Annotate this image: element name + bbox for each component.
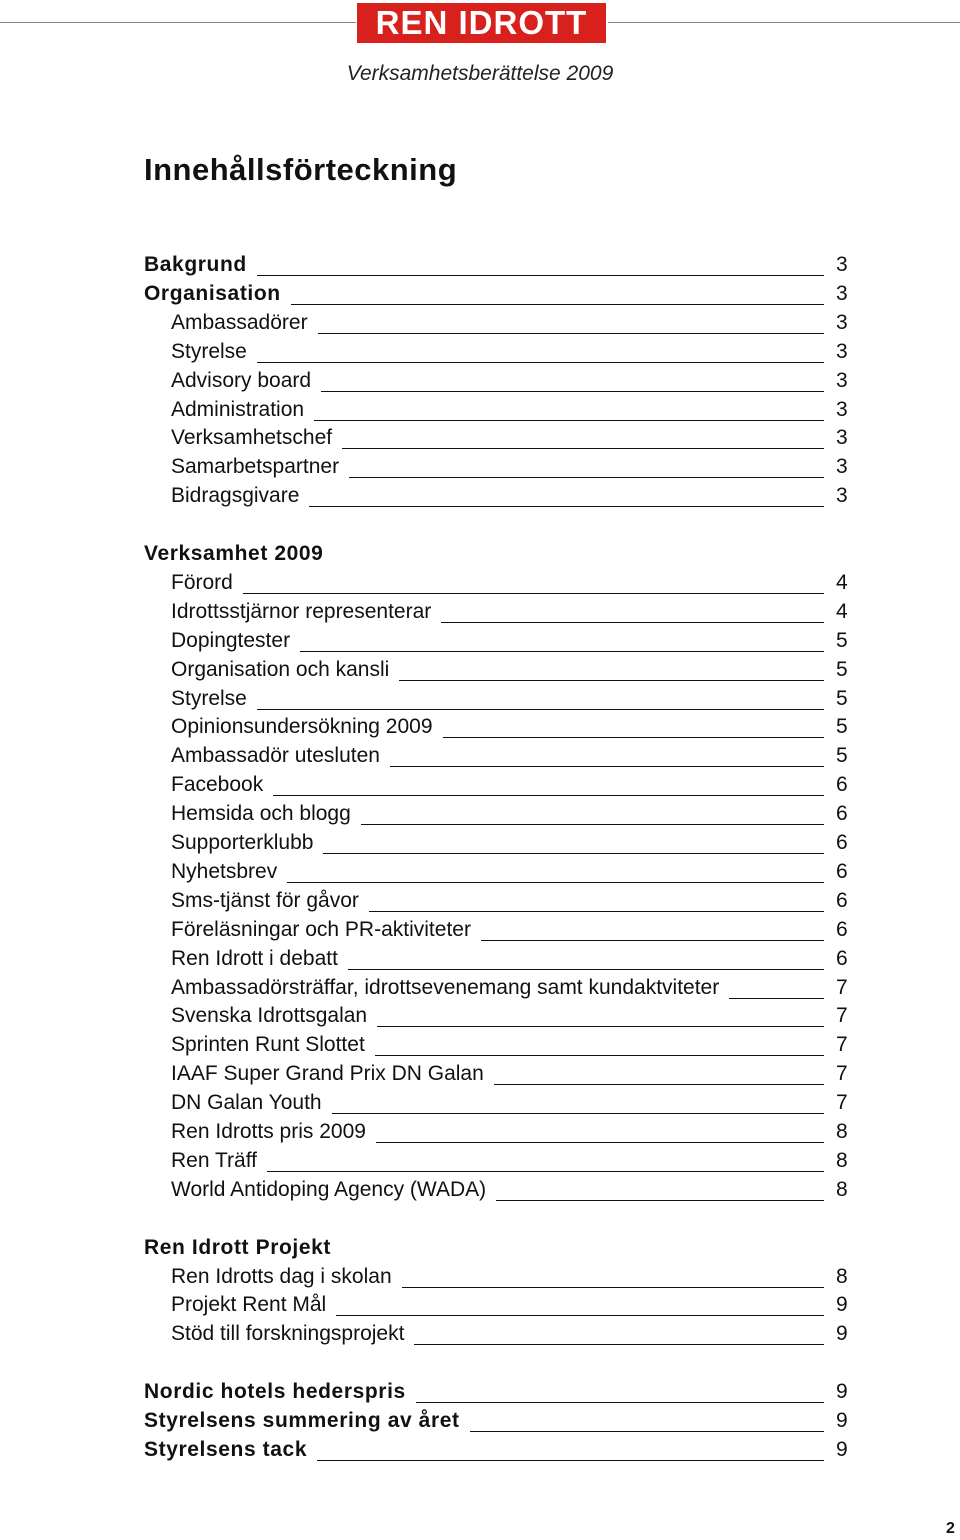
toc-entry-label: Ren Träff [171,1148,257,1172]
toc-leader-line [494,1084,824,1085]
toc-entry [0,1088,960,1117]
toc-leader-line [349,477,824,478]
toc-page-number: 9 [836,1409,848,1432]
toc-leader-line [267,1171,824,1172]
toc-entry-label: World Antidoping Agency (WADA) [171,1177,487,1201]
toc-leader-line [390,766,824,767]
toc-leader-line [291,304,824,305]
toc-entry-label: Styrelsens summering av året [144,1409,460,1432]
toc-entry [0,655,960,684]
toc-entry [0,828,960,857]
toc-page-number: 5 [836,686,848,710]
toc-page-number: 3 [836,339,848,363]
toc-entry-label: Organisation [144,281,281,305]
toc-entry-label: Sms-tjänst för gåvor [171,888,359,912]
toc-entry-label: DN Galan Youth [171,1091,322,1115]
toc-entry-label: Ambassadörsträffar, idrottsevenemang samt kundaktviteter [171,975,720,999]
page-title: Innehållsförteckning [144,152,458,187]
toc-entry-label: Ren Idrotts dag i skolan [171,1264,392,1288]
toc-entry [0,1435,960,1464]
toc-entry [0,481,960,510]
toc-entry [0,1319,960,1348]
toc-entry [0,250,960,279]
ren-idrott-logo: REN IDROTT [357,3,606,43]
toc-page-number: 9 [836,1437,848,1461]
toc-entry [0,597,960,626]
toc-entry [0,1117,960,1146]
toc-page-number: 6 [836,859,848,883]
toc-entry-label: Nordic hotels hederspris [144,1380,406,1404]
toc-entry [0,1290,960,1319]
toc-leader-line [317,1460,824,1461]
toc-page-number: 9 [836,1322,848,1346]
toc-entry [0,973,960,1002]
toc-leader-line [300,651,824,652]
toc-leader-line [375,1055,824,1056]
toc-entry [0,308,960,337]
page-number: 2 [946,1520,955,1537]
toc-entry [0,452,960,481]
toc-leader-line [336,1315,824,1316]
toc-entry [0,712,960,741]
toc-entry-label: Ren Idrott i debatt [171,946,338,970]
toc-leader-line [402,1287,824,1288]
toc-page-number: 6 [836,802,848,826]
toc-entry-label: Supporterklubb [171,831,314,854]
toc-page-number: 6 [836,946,848,970]
toc-page-number: 3 [836,397,848,421]
toc-entry-label: Ren Idrott Projekt [144,1235,331,1259]
toc-page-number: 6 [836,888,848,912]
toc-leader-line [318,333,824,334]
header-rule-left [0,22,356,23]
toc-page-number: 6 [836,773,848,797]
toc-page-number: 3 [836,253,848,276]
toc-entry-label: Dopingtester [171,628,291,652]
toc-entry [0,1377,960,1406]
toc-page-number: 7 [836,1062,848,1086]
toc-leader-line [496,1200,824,1201]
toc-page-number: 7 [836,975,848,999]
toc-entry [0,366,960,395]
toc-entry [0,944,960,973]
toc-entry [0,1175,960,1204]
toc-page-number: 3 [836,484,848,508]
toc-page-number: 7 [836,1004,848,1028]
toc-page-number: 5 [836,628,848,652]
toc-entry-label: Projekt Rent Mål [171,1293,327,1317]
toc-entry-label: Ren Idrotts pris 2009 [171,1120,366,1143]
toc-page-number: 5 [836,715,848,739]
toc-entry-label: Sprinten Runt Slottet [171,1033,365,1057]
toc-page-number: 3 [836,426,848,450]
toc-leader-line [348,969,824,970]
toc-entry-label: Styrelse [171,339,247,363]
toc-entry-label: Verksamhet 2009 [144,542,324,565]
toc-page-number: 5 [836,744,848,768]
toc-entry [0,568,960,597]
toc-entry-label: Advisory board [171,368,312,392]
toc-leader-line [257,275,824,276]
toc-leader-line [332,1113,824,1114]
toc-page-number: 3 [836,310,848,334]
toc-page-number: 8 [836,1177,848,1201]
toc-entry [0,395,960,424]
toc-entry [0,1262,960,1291]
toc-entry-label: Nyhetsbrev [171,859,278,883]
header-rule-right [608,22,960,23]
toc-entry-label: Samarbetspartner [171,455,340,479]
toc-leader-line [481,940,824,941]
toc-leader-line [323,853,824,854]
toc-entry [0,915,960,944]
toc-leader-line [273,795,824,796]
toc-page-number: 6 [836,917,848,941]
toc-leader-line [399,680,824,681]
toc-entry [0,684,960,713]
toc-page-number: 8 [836,1120,848,1143]
toc-entry [0,423,960,452]
toc-leader-line [416,1402,824,1403]
toc-page-number: 6 [836,831,848,854]
toc-entry [0,626,960,655]
toc-leader-line [414,1344,824,1345]
toc-page-number: 5 [836,657,848,681]
report-subtitle: Verksamhetsberättelse 2009 [346,62,614,85]
toc-entry [0,1059,960,1088]
toc-leader-line [257,362,824,363]
toc-page-number: 9 [836,1380,848,1404]
toc-page-number: 4 [836,570,848,594]
toc-entry-label: Facebook [171,773,264,797]
toc-leader-line [361,824,824,825]
toc-leader-line [443,737,824,738]
toc-entry [0,1030,960,1059]
toc-leader-line [342,448,824,449]
toc-entry [0,1233,960,1262]
toc-entry-label: Styrelse [171,686,247,710]
toc-entry [0,857,960,886]
toc-leader-line [376,1142,824,1143]
toc-entry-label: Styrelsens tack [144,1437,308,1461]
toc-leader-line [314,420,824,421]
toc-leader-line [441,622,824,623]
toc-entry [0,1146,960,1175]
toc-entry [0,886,960,915]
toc-page-number: 3 [836,368,848,392]
toc-entry-label: Idrottsstjärnor representerar [171,599,432,623]
toc-entry-label: IAAF Super Grand Prix DN Galan [171,1062,484,1086]
toc-entry-label: Opinionsundersökning 2009 [171,715,433,739]
toc-page-number: 3 [836,281,848,305]
toc-entry-label: Bidragsgivare [171,484,300,508]
toc-leader-line [377,1026,824,1027]
toc-leader-line [729,998,824,999]
toc-entry-label: Ambassadörer [171,310,308,334]
toc-entry-label: Stöd till forskningsprojekt [171,1322,405,1346]
toc-entry-label: Hemsida och blogg [171,802,351,826]
toc-page-number: 8 [836,1264,848,1288]
toc-entry [0,337,960,366]
toc-page-number: 7 [836,1033,848,1057]
toc-leader-line [369,911,824,912]
toc-page-number: 8 [836,1148,848,1172]
toc-entry-label: Bakgrund [144,253,247,276]
toc-page-number: 9 [836,1293,848,1317]
toc-leader-line [257,709,824,710]
toc-entry-label: Svenska Idrottsgalan [171,1004,368,1028]
toc-entry [0,741,960,770]
toc-leader-line [470,1431,824,1432]
toc-entry-label: Ambassadör utesluten [171,744,380,768]
toc-entry-label: Verksamhetschef [171,426,333,450]
toc-entry [0,1001,960,1030]
toc-entry [0,279,960,308]
toc-entry [0,539,960,568]
toc-leader-line [287,882,824,883]
toc-page-number: 4 [836,599,848,623]
toc-entry-label: Föreläsningar och PR-aktiviteter [171,917,471,941]
toc-entry-label: Förord [171,570,233,594]
toc-entry-label: Organisation och kansli [171,657,390,681]
toc-leader-line [321,391,824,392]
toc-page-number: 7 [836,1091,848,1115]
toc-page-number: 3 [836,455,848,479]
toc-leader-line [243,593,824,594]
toc-entry [0,799,960,828]
toc-entry [0,770,960,799]
toc-entry-label: Administration [171,397,305,421]
toc-entry [0,1406,960,1435]
toc-leader-line [309,506,824,507]
